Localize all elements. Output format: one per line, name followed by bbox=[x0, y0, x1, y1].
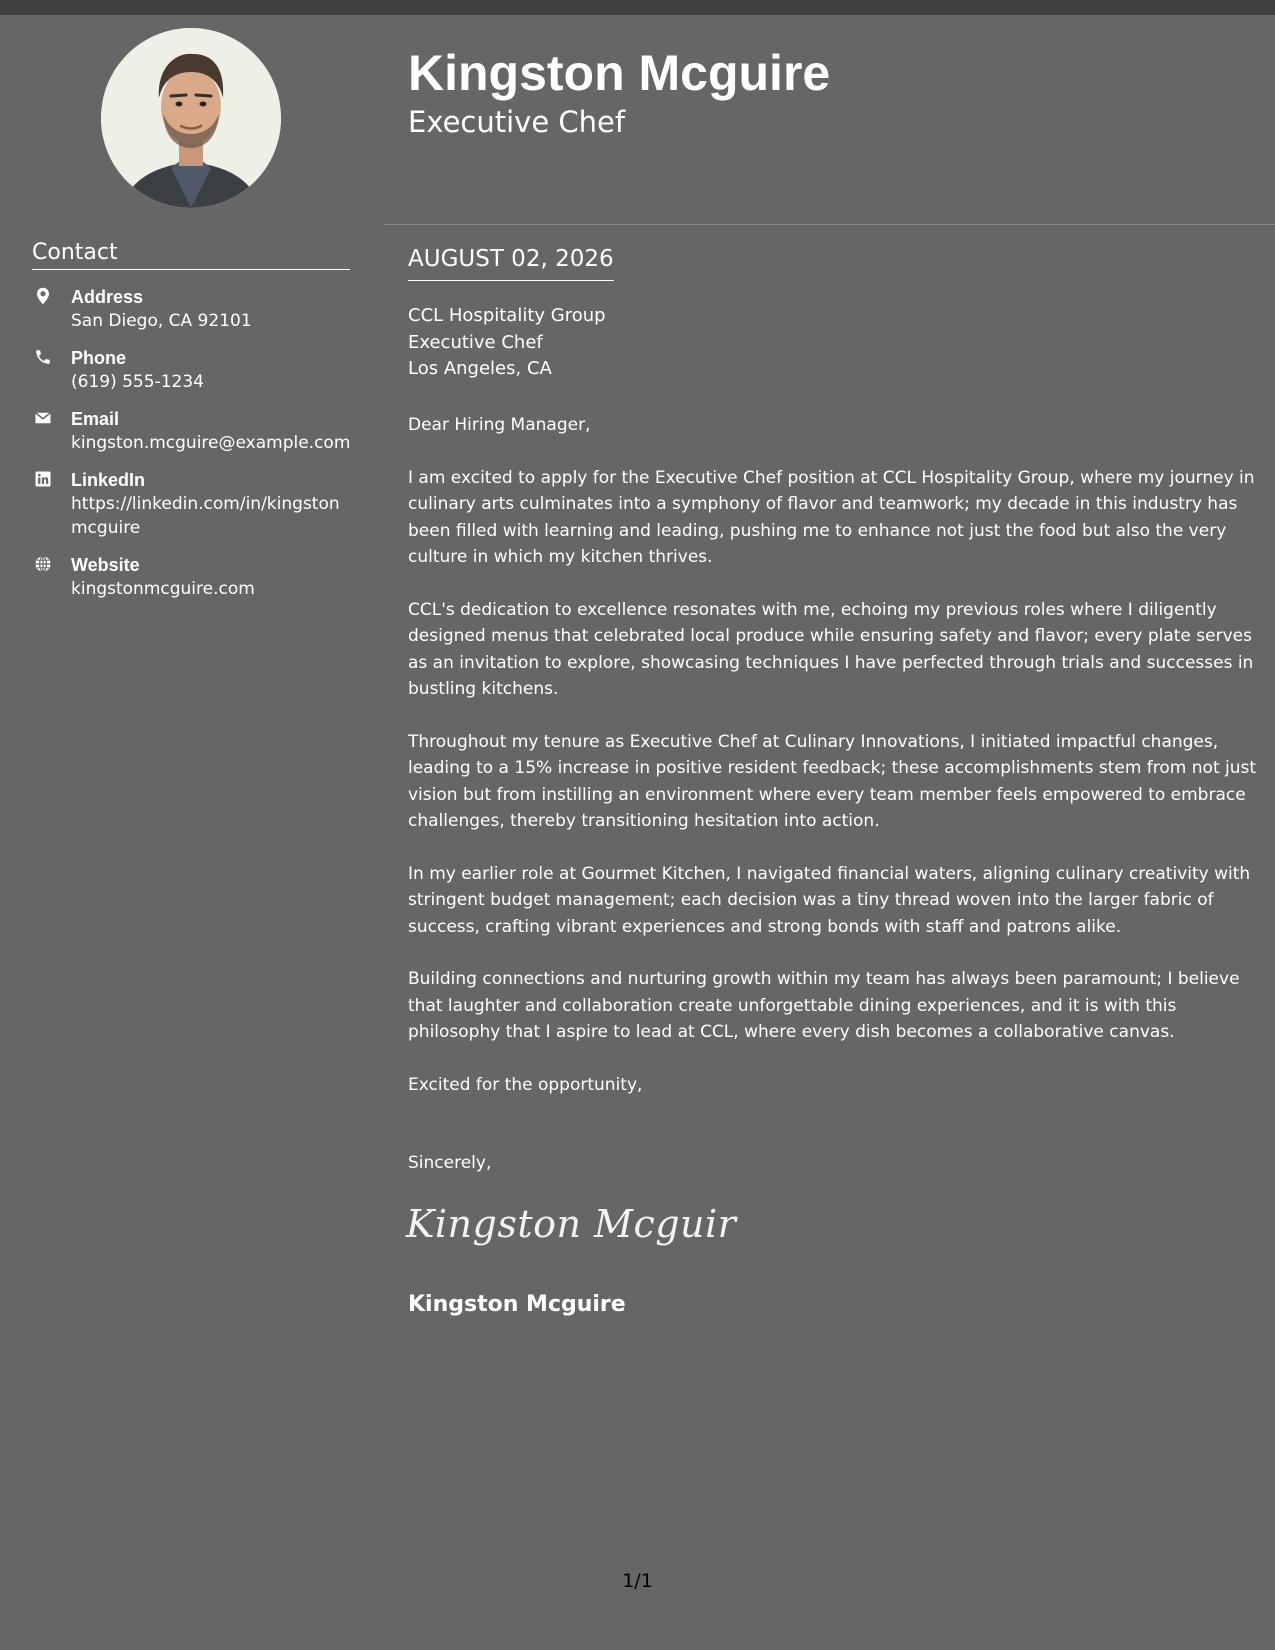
contact-value-email[interactable]: kingston.mcguire@example.com bbox=[71, 433, 351, 453]
candidate-title: Executive Chef bbox=[408, 105, 626, 139]
letter-paragraph: In my earlier role at Gourmet Kitchen, I navigated financial waters, aligning culinary creativity with stringent budget management; each decision was a tiny thread woven into the larger fabric of success, crafting vibrant experiences and strong bonds with staff and patrons alike. bbox=[408, 863, 1251, 937]
closing-line: Excited for the opportunity, bbox=[408, 1074, 643, 1095]
phone-icon bbox=[34, 348, 52, 366]
globe-icon bbox=[34, 555, 52, 573]
contact-label: LinkedIn bbox=[71, 470, 146, 490]
letter-paragraph: Throughout my tenure as Executive Chef at Culinary Innovations, I initiated impactful changes, leading to a 15% increase in positive resident feedback; these accomplishments stem from not just vision but from instilling an environment where every team member feels empowered to embrace challenges, thereby transitioning hesitation into action. bbox=[408, 731, 1257, 831]
contact-label: Phone bbox=[71, 348, 127, 368]
contact-value-linkedin[interactable]: https://linkedin.com/in/kingstonmcguire bbox=[71, 494, 340, 538]
contact-item-address bbox=[32, 285, 352, 333]
salutation: Dear Hiring Manager, bbox=[408, 415, 591, 435]
recipient-position: Executive Chef bbox=[408, 331, 543, 353]
profile-photo bbox=[101, 28, 281, 208]
contact-item-website bbox=[32, 553, 352, 601]
letter-body bbox=[408, 412, 1258, 1203]
top-bar bbox=[0, 0, 1275, 15]
linkedin-icon bbox=[34, 470, 52, 488]
sign-off: Sincerely, bbox=[408, 1153, 492, 1173]
signed-name: Kingston Mcguire bbox=[408, 1292, 626, 1317]
envelope-icon bbox=[34, 409, 52, 427]
contact-item-linkedin bbox=[32, 468, 352, 540]
contact-value-website[interactable]: kingstonmcguire.com bbox=[71, 579, 255, 599]
handwritten-signature: Kingston Mcguir bbox=[406, 1202, 737, 1246]
contact-value-address: San Diego, CA 92101 bbox=[71, 311, 252, 331]
letter-date: AUGUST 02, 2026 bbox=[408, 244, 614, 281]
recipient-location: Los Angeles, CA bbox=[408, 358, 552, 379]
page-number: 1/1 bbox=[622, 1570, 653, 1592]
contact-label: Address bbox=[71, 287, 144, 307]
contact-item-email bbox=[32, 407, 352, 455]
contact-heading: Contact bbox=[32, 240, 350, 270]
recipient-company: CCL Hospitality Group bbox=[408, 305, 606, 326]
letter-paragraph: CCL's dedication to excellence resonates with me, echoing my previous roles where I diligently designed menus that celebrated local produce while ensuring safety and flavor; every plate serves as an invitation to explore, showcasing techniques I have perfected through trials and successes in bustling kitchens. bbox=[408, 599, 1254, 699]
contact-label: Email bbox=[71, 409, 120, 429]
contact-item-phone bbox=[32, 346, 352, 394]
letter-paragraph: I am excited to apply for the Executive Chef position at CCL Hospitality Group, where my journey in culinary arts culminates into a symphony of flavor and teamwork; my decade in this industry has been filled with learning and leading, pushing me to enhance not just the food but also the very culture in which my kitchen thrives. bbox=[408, 467, 1255, 567]
contact-label: Website bbox=[71, 555, 140, 575]
location-pin-icon bbox=[34, 287, 52, 305]
contact-list bbox=[32, 285, 352, 614]
letter-paragraph: Building connections and nurturing growth within my team has always been paramount; I believe that laughter and collaboration create unforgettable dining experiences, and it is with this philosophy that I aspire to lead at CCL, where every dish becomes a collaborative canvas. bbox=[408, 969, 1240, 1042]
header-divider bbox=[383, 224, 1275, 225]
recipient-block bbox=[408, 303, 606, 383]
candidate-name: Kingston Mcguire bbox=[408, 45, 831, 101]
contact-value-phone: (619) 555-1234 bbox=[71, 372, 204, 392]
